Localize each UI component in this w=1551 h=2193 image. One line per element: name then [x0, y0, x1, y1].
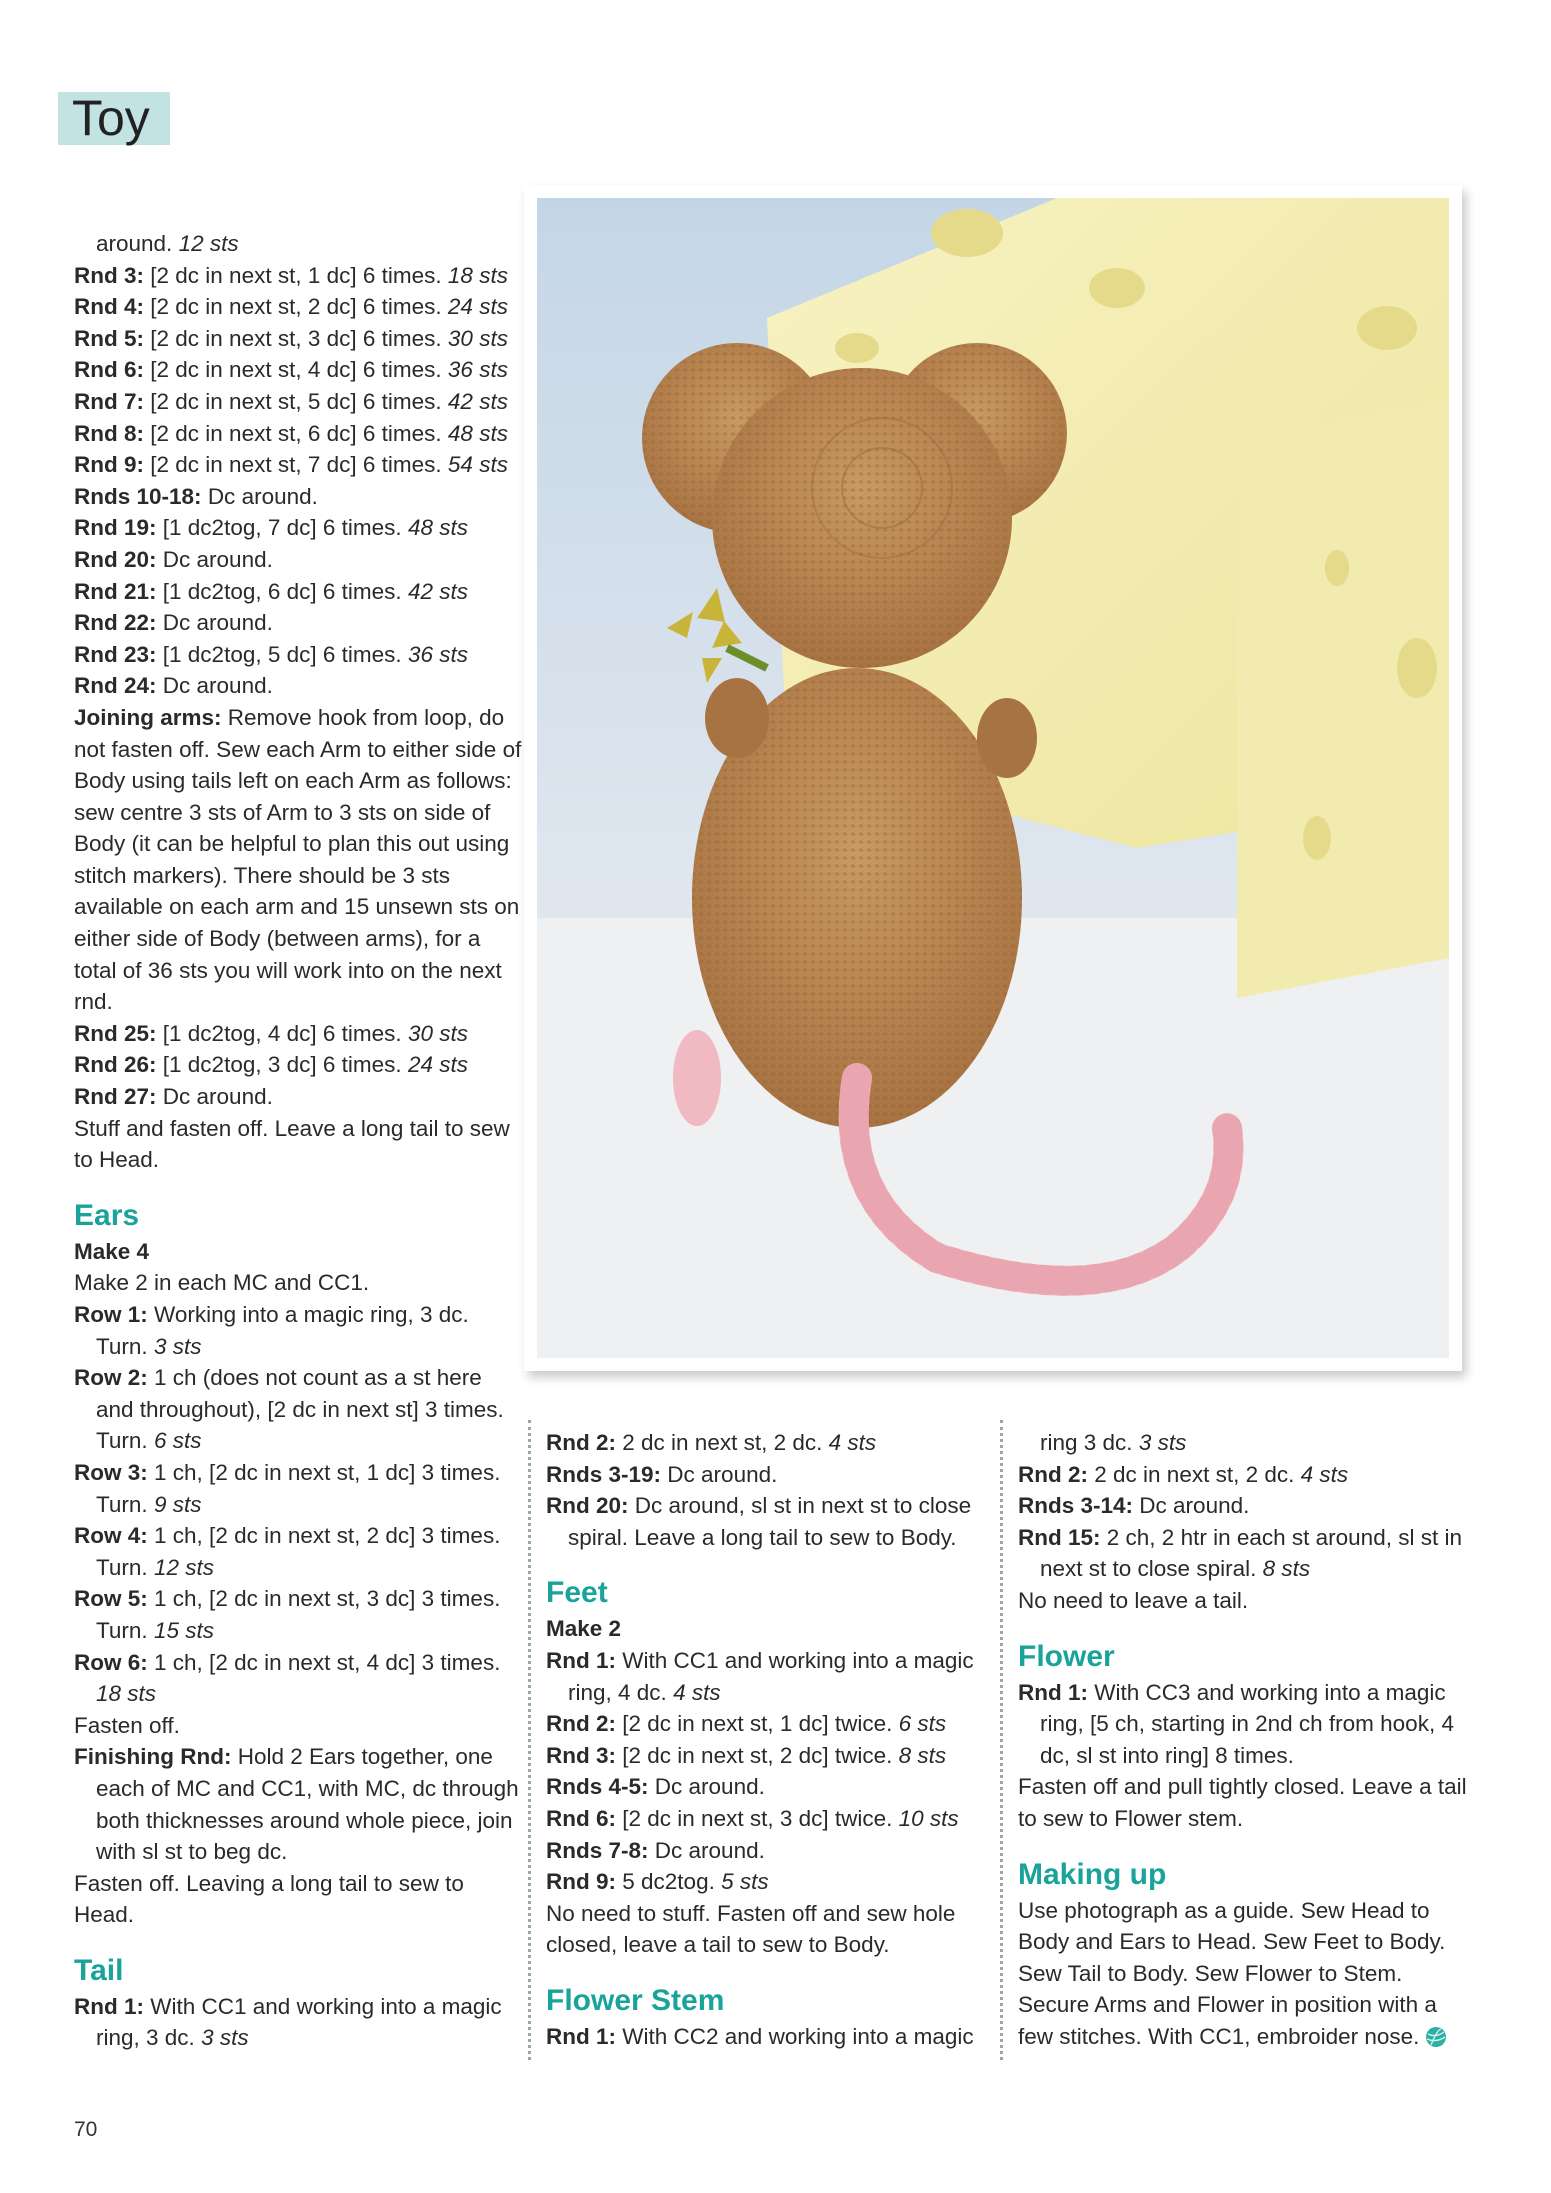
stuff-note: Stuff and fasten off. Leave a long tail to sew to Head. — [74, 1115, 510, 1173]
joining-arms: Joining arms: Remove hook from loop, do not fasten off. Sew each Arm to either side of Body using tails left on each Arm as follows: sew centre 3 sts of Arm to 3 sts on side of Body (it can be helpful to plan this out using stitch markers). There should be 3 sts available on each arm and 15 unsewn sts on either side of Body (between arms), for a total of 36 sts you will work into on the next rnd. — [74, 704, 522, 1015]
rnd-21: Rnd 21: [1 dc2tog, 6 dc] 6 times. 42 sts — [74, 578, 468, 604]
heading-ears: Ears — [74, 1198, 140, 1232]
ears-note: Make 2 in each MC and CC1. — [74, 1270, 370, 1296]
column-right — [1018, 1427, 1468, 2053]
column-divider — [1000, 1420, 1003, 2060]
feet-rnd-6: Rnd 6: [2 dc in next st, 3 dc] twice. 10 sts — [546, 1805, 959, 1831]
heading-flower: Flower — [1018, 1639, 1115, 1673]
page-number: 70 — [74, 2118, 98, 2141]
rnd-9: Rnd 9: [2 dc in next st, 7 dc] 6 times. 54 sts — [74, 452, 508, 478]
section-tag: Toy — [58, 92, 170, 145]
toy-mouse-photo — [537, 198, 1449, 1358]
tail-rnd-2: Rnd 2: 2 dc in next st, 2 dc. 4 sts — [546, 1430, 877, 1455]
ears-finishing: Finishing Rnd: Hold 2 Ears together, one each of MC and CC1, with MC, dc through both thicknesses around whole piece, join with sl st to beg dc. — [74, 1744, 519, 1865]
rnd-6: Rnd 6: [2 dc in next st, 4 dc] 6 times. 36 sts — [74, 357, 508, 383]
rnds-10-18: Rnds 10-18: Dc around. — [74, 483, 318, 509]
stem-rnd-15: Rnd 15: 2 ch, 2 htr in each st around, sl st in next st to close spiral. 8 sts — [1018, 1524, 1462, 1582]
column-middle — [546, 1427, 996, 2053]
rnd-8: Rnd 8: [2 dc in next st, 6 dc] 6 times. 48 sts — [74, 420, 508, 446]
ears-fasten: Fasten off. — [74, 1712, 180, 1738]
rnd-7: Rnd 7: [2 dc in next st, 5 dc] 6 times. 42 sts — [74, 388, 508, 414]
column-divider — [528, 1420, 531, 2060]
ears-row-3: Row 3: 1 ch, [2 dc in next st, 1 dc] 3 times. Turn. 9 sts — [74, 1459, 501, 1517]
making-up-text: Use photograph as a guide. Sew Head to Body and Ears to Head. Sew Feet to Body. Sew Tail to Body. Sew Flower to Stem. Secure Arms and Flower in position with a few stitches. With CC1, embroider nose. — [1018, 1895, 1468, 2053]
heading-making-up: Making up — [1018, 1857, 1167, 1891]
ears-row-2: Row 2: 1 ch (does not count as a st here and throughout), [2 dc in next st] 3 times. Turn. 6 sts — [74, 1365, 504, 1454]
feet-rnd-9: Rnd 9: 5 dc2tog. 5 sts — [546, 1869, 769, 1895]
stem-line: ring 3 dc. 3 sts — [1040, 1430, 1187, 1455]
feet-rnd-3: Rnd 3: [2 dc in next st, 2 dc] twice. 8 sts — [546, 1742, 947, 1768]
heading-flower-stem: Flower Stem — [546, 1983, 725, 2017]
rnd-3: Rnd 3: [2 dc in next st, 1 dc] 6 times. 18 sts — [74, 262, 508, 288]
ears-fasten-2: Fasten off. Leaving a long tail to sew to Head. — [74, 1870, 464, 1928]
rnd-20: Rnd 20: Dc around. — [74, 546, 273, 572]
stem-rnd-2: Rnd 2: 2 dc in next st, 2 dc. 4 sts — [1018, 1461, 1349, 1487]
ears-row-1: Row 1: Working into a magic ring, 3 dc. Turn. 3 sts — [74, 1302, 469, 1359]
feet-rnds-4-5: Rnds 4-5: Dc around. — [546, 1774, 765, 1800]
rnd-24: Rnd 24: Dc around. — [74, 673, 273, 699]
ears-make: Make 4 — [74, 1238, 150, 1264]
ears-row-5: Row 5: 1 ch, [2 dc in next st, 3 dc] 3 times. Turn. 15 sts — [74, 1586, 501, 1643]
stem-rnd-1: Rnd 1: With CC2 and working into a magic — [546, 2023, 974, 2049]
rnd-25: Rnd 25: [1 dc2tog, 4 dc] 6 times. 30 sts — [74, 1020, 468, 1046]
feet-make: Make 2 — [546, 1616, 622, 1642]
yarn-ball-icon — [1425, 2026, 1447, 2048]
tail-rnds-3-19: Rnds 3-19: Dc around. — [546, 1461, 778, 1487]
rnd-19: Rnd 19: [1 dc2tog, 7 dc] 6 times. 48 sts — [74, 515, 468, 541]
feet-rnd-1: Rnd 1: With CC1 and working into a magic ring, 4 dc. 4 sts — [546, 1647, 974, 1705]
stem-rnds-3-14: Rnds 3-14: Dc around. — [1018, 1493, 1250, 1519]
rnd-4: Rnd 4: [2 dc in next st, 2 dc] 6 times. 24 sts — [74, 294, 508, 320]
pattern-line: around. 12 sts — [96, 231, 239, 256]
feet-rnd-2: Rnd 2: [2 dc in next st, 1 dc] twice. 6 sts — [546, 1711, 947, 1737]
flower-rnd-1: Rnd 1: With CC3 and working into a magic ring, [5 ch, starting in 2nd ch from hook, 4 dc, sl st into ring] 8 times. — [1018, 1679, 1454, 1768]
rnd-5: Rnd 5: [2 dc in next st, 3 dc] 6 times. 30 sts — [74, 325, 508, 351]
stem-no-tail: No need to leave a tail. — [1018, 1587, 1249, 1613]
photo-frame — [524, 185, 1462, 1371]
feet-close: No need to stuff. Fasten off and sew hole closed, leave a tail to sew to Body. — [546, 1900, 956, 1958]
rnd-22: Rnd 22: Dc around. — [74, 610, 273, 636]
ears-row-4: Row 4: 1 ch, [2 dc in next st, 2 dc] 3 times. Turn. 12 sts — [74, 1523, 501, 1580]
ears-row-6: Row 6: 1 ch, [2 dc in next st, 4 dc] 3 times. 18 sts — [74, 1649, 501, 1707]
feet-rnds-7-8: Rnds 7-8: Dc around. — [546, 1837, 765, 1863]
flower-fasten: Fasten off and pull tightly closed. Leave a tail to sew to Flower stem. — [1018, 1774, 1467, 1831]
heading-tail: Tail — [74, 1953, 124, 1987]
column-left — [74, 228, 524, 2054]
heading-feet: Feet — [546, 1576, 608, 1610]
tail-rnd-20: Rnd 20: Dc around, sl st in next st to close spiral. Leave a long tail to sew to Body. — [546, 1493, 972, 1550]
rnd-23: Rnd 23: [1 dc2tog, 5 dc] 6 times. 36 sts — [74, 641, 468, 667]
rnd-27: Rnd 27: Dc around. — [74, 1084, 273, 1110]
tail-rnd-1: Rnd 1: With CC1 and working into a magic ring, 3 dc. 3 sts — [74, 1993, 502, 2051]
rnd-26: Rnd 26: [1 dc2tog, 3 dc] 6 times. 24 sts — [74, 1052, 468, 1078]
